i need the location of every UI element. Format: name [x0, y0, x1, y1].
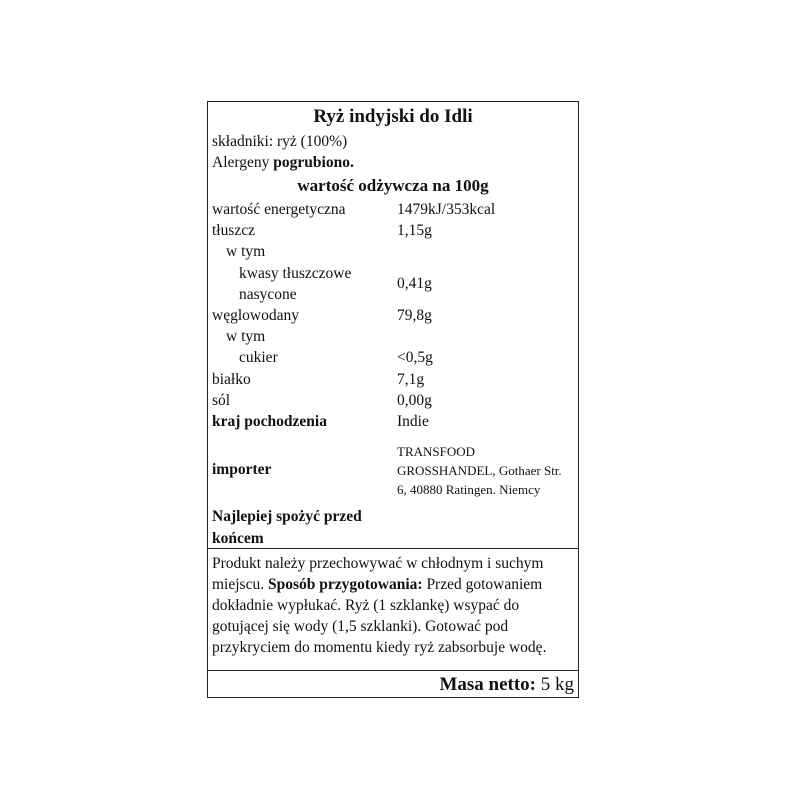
best-before-line1: Najlepiej spożyć przed	[212, 508, 362, 525]
salt-label: sól	[212, 392, 231, 409]
salt-value: 0,00g	[397, 392, 432, 409]
preparation-text: Przed gotowaniem dokładnie wypłukać. Ryż (1 szklankę) wsypać do gotującej się wody (1,5 szklanki). Gotować pod przykryciem do momentu kiedy ryż zabsorbuje wodę.	[212, 576, 547, 656]
carbs-of-which-label: w tym	[226, 328, 266, 345]
allergens-prefix: Alergeny	[212, 154, 274, 171]
origin-label: kraj pochodzenia	[212, 413, 327, 430]
importer-label: importer	[212, 461, 272, 478]
storage-text: Produkt należy przechowywać w chłodnym i suchym miejscu.	[212, 555, 544, 593]
allergens-line	[212, 153, 354, 173]
protein-value: 7,1g	[397, 371, 425, 388]
protein-label: białko	[212, 371, 251, 388]
divider-net-weight	[208, 670, 578, 671]
fat-value: 1,15g	[397, 222, 432, 239]
best-before	[212, 506, 387, 550]
sugar-value: <0,5g	[397, 349, 433, 366]
importer-line1: TRANSFOOD	[397, 444, 476, 459]
saturated-label-line2: nasycone	[239, 286, 297, 303]
carbs-label: węglowodany	[212, 307, 299, 324]
nutrition-label	[207, 101, 579, 698]
carbs-value: 79,8g	[397, 307, 432, 324]
nutrition-title: wartość odżywcza na 100g	[297, 176, 489, 195]
net-weight	[439, 673, 574, 697]
storage-instructions	[212, 553, 578, 658]
fat-label: tłuszcz	[212, 222, 256, 239]
sugar-label: cukier	[239, 349, 278, 366]
importer-line3: 6, 40880 Ratingen. Niemcy	[397, 482, 541, 497]
saturated-value: 0,41g	[397, 275, 432, 292]
energy-label: wartość energetyczna	[212, 201, 346, 218]
net-weight-label: Masa netto:	[439, 674, 536, 695]
preparation-label: Sposób przygotowania:	[267, 576, 423, 593]
divider-storage	[208, 548, 578, 549]
allergens-bold: pogrubiono.	[273, 154, 354, 171]
importer-address	[397, 442, 579, 499]
origin-value: Indie	[397, 413, 429, 430]
fat-of-which-label: w tym	[226, 243, 266, 260]
energy-value: 1479kJ/353kcal	[397, 201, 496, 218]
importer-line2: GROSSHANDEL, Gothaer Str.	[397, 463, 562, 478]
best-before-line2: końcem	[212, 530, 264, 547]
ingredients-text: składniki: ryż (100%)	[212, 133, 348, 150]
net-weight-value: 5 kg	[536, 674, 574, 695]
saturated-label-line1: kwasy tłuszczowe	[239, 265, 352, 282]
product-title: Ryż indyjski do Idli	[313, 106, 473, 127]
